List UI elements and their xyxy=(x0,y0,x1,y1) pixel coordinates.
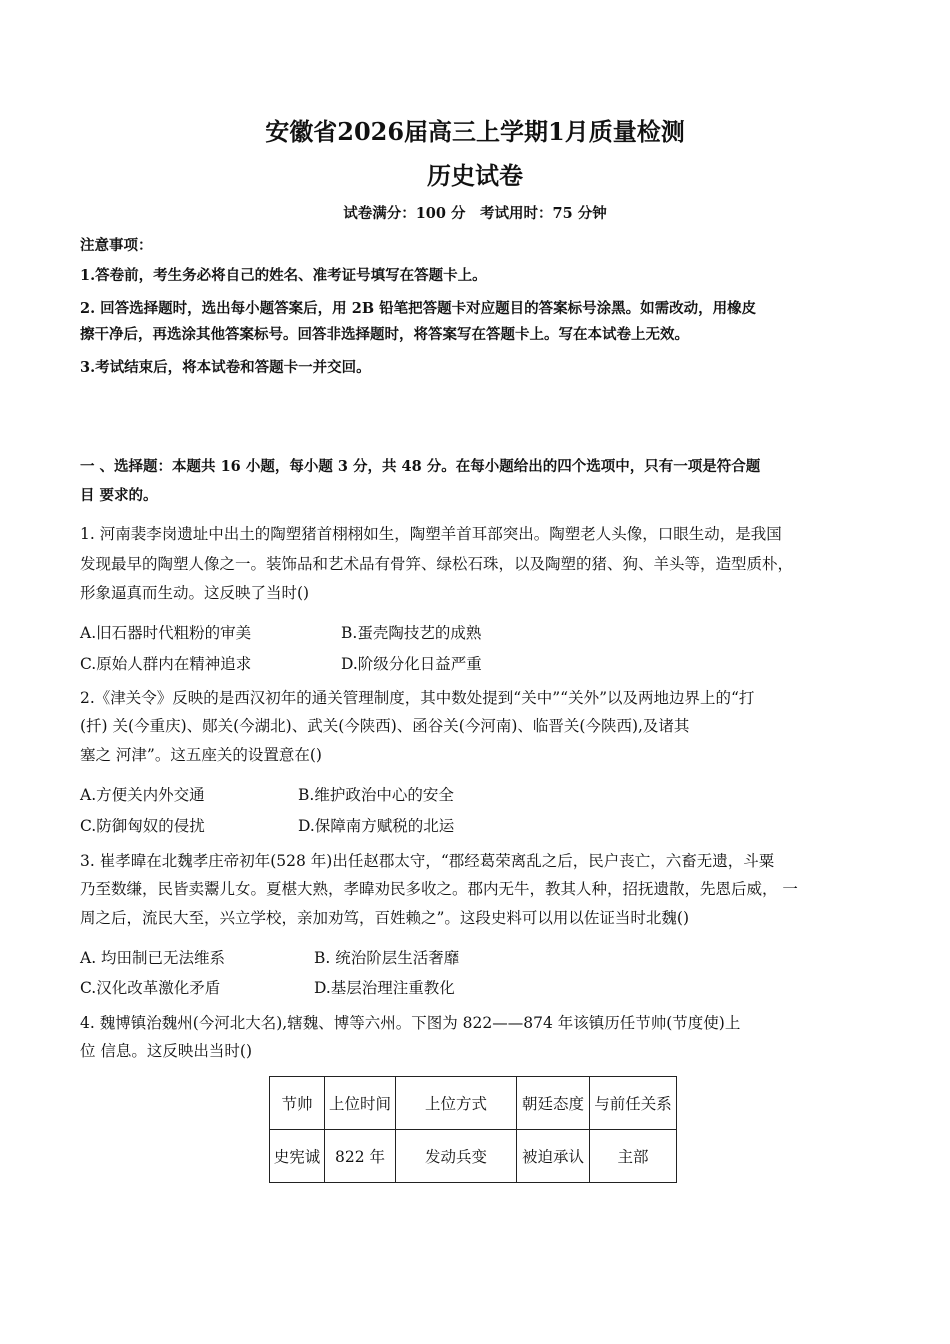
notice-item: 2. 回答选择题时，选出每小题答案后，用 2B 铅笔把答题卡对应题目的答案标号涂黑。如需改动，用橡皮 xyxy=(80,300,757,317)
question-3-text: 乃至数缣，民皆卖鬻儿女。夏椹大熟，孝暐劝民多收之。郡内无牛，教其人种，招抚遗散，先恩后威， 一 xyxy=(80,880,798,898)
table-cell: 被迫承认 xyxy=(517,1130,590,1183)
question-4-text: 位 信息。这反映出当时() xyxy=(80,1042,253,1060)
question-3-text: 3. 崔孝暐在北魏孝庄帝初年(528 年)出任赵郡太守，“郡经葛荣离乱之后，民户丧亡，六畜无遗，斗粟 xyxy=(80,852,775,870)
q3-option-d[interactable]: D.基层治理注重教化 xyxy=(314,979,455,997)
notice-item: 1.答卷前，考生务必将自己的姓名、准考证号填写在答题卡上。 xyxy=(80,267,487,284)
notice-item: 3.考试结束后，将本试卷和答题卡一并交回。 xyxy=(80,359,371,376)
table-header-cell: 与前任关系 xyxy=(590,1077,677,1130)
table-header-cell: 上位时间 xyxy=(325,1077,396,1130)
question-1-text: 发现最早的陶塑人像之一。装饰品和艺术品有骨笄、绿松石珠，以及陶塑的猪、狗、羊头等，造型质朴， xyxy=(80,555,794,573)
question-2-text: 塞之 河津”。这五座关的设置意在() xyxy=(80,746,322,764)
table-header-cell: 上位方式 xyxy=(396,1077,517,1130)
section-heading: 一 、选择题：本题共 16 小题，每小题 3 分，共 48 分。在每小题给出的四个选项中，只有一项是符合题 xyxy=(80,458,761,475)
question-1-text: 形象逼真而生动。这反映了当时() xyxy=(80,584,310,602)
q1-option-b[interactable]: B.蛋壳陶技艺的成熟 xyxy=(341,624,482,642)
table-cell: 主部 xyxy=(590,1130,677,1183)
table-header-cell: 节帅 xyxy=(270,1077,325,1130)
q2-option-a[interactable]: A.方便关内外交通 xyxy=(80,786,205,804)
table-row xyxy=(270,1130,677,1183)
table-header-cell: 朝廷态度 xyxy=(517,1077,590,1130)
table-cell: 发动兵变 xyxy=(396,1130,517,1183)
question-1-text: 1. 河南裴李岗遗址中出土的陶塑猪首栩栩如生，陶塑羊首耳部突出。陶塑老人头像，口眼生动，是我国 xyxy=(80,525,782,543)
notice-heading: 注意事项： xyxy=(80,237,153,254)
notice-item: 擦干净后，再选涂其他答案标号。回答非选择题时，将答案写在答题卡上。写在本试卷上无效。 xyxy=(80,326,689,343)
q3-option-c[interactable]: C.汉化改革激化矛盾 xyxy=(80,979,221,997)
table-cell: 史宪诚 xyxy=(270,1130,325,1183)
section-heading: 目 要求的。 xyxy=(80,487,158,504)
exam-meta: 试卷满分：100 分 考试用时：75 分钟 xyxy=(343,205,607,222)
subject-title: 历史试卷 xyxy=(427,161,523,190)
table-cell: 822 年 xyxy=(325,1130,396,1183)
table-header-row xyxy=(270,1077,677,1130)
question-2-text: 2.《津关令》反映的是西汉初年的通关管理制度，其中数处提到“关中”“关外”以及两地边界上的“打 xyxy=(80,689,755,707)
q1-option-d[interactable]: D.阶级分化日益严重 xyxy=(341,655,482,673)
question-4-text: 4. 魏博镇治魏州(今河北大名),辖魏、博等六州。下图为 822——874 年该镇历任节帅(节度使)上 xyxy=(80,1014,741,1032)
q3-option-a[interactable]: A. 均田制已无法维系 xyxy=(80,949,226,967)
q1-option-a[interactable]: A.旧石器时代粗粉的审美 xyxy=(80,624,252,642)
question-2-text: (扦) 关(今重庆)、郧关(今湖北)、武关(今陕西)、函谷关(今河南)、临晋关(今陕西),及诸其 xyxy=(80,717,690,735)
q3-option-b[interactable]: B. 统治阶层生活奢靡 xyxy=(314,949,460,967)
q2-option-b[interactable]: B.维护政治中心的安全 xyxy=(298,786,454,804)
exam-title: 安徽省2026届高三上学期1月质量检测 xyxy=(265,117,685,146)
q1-option-c[interactable]: C.原始人群内在精神追求 xyxy=(80,655,252,673)
q2-option-d[interactable]: D.保障南方赋税的北运 xyxy=(298,817,455,835)
question-3-text: 周之后，流民大至，兴立学校，亲加劝笃，百姓赖之”。这段史料可以用以佐证当时北魏() xyxy=(80,909,690,927)
succession-table xyxy=(269,1076,677,1183)
q2-option-c[interactable]: C.防御匈奴的侵扰 xyxy=(80,817,205,835)
